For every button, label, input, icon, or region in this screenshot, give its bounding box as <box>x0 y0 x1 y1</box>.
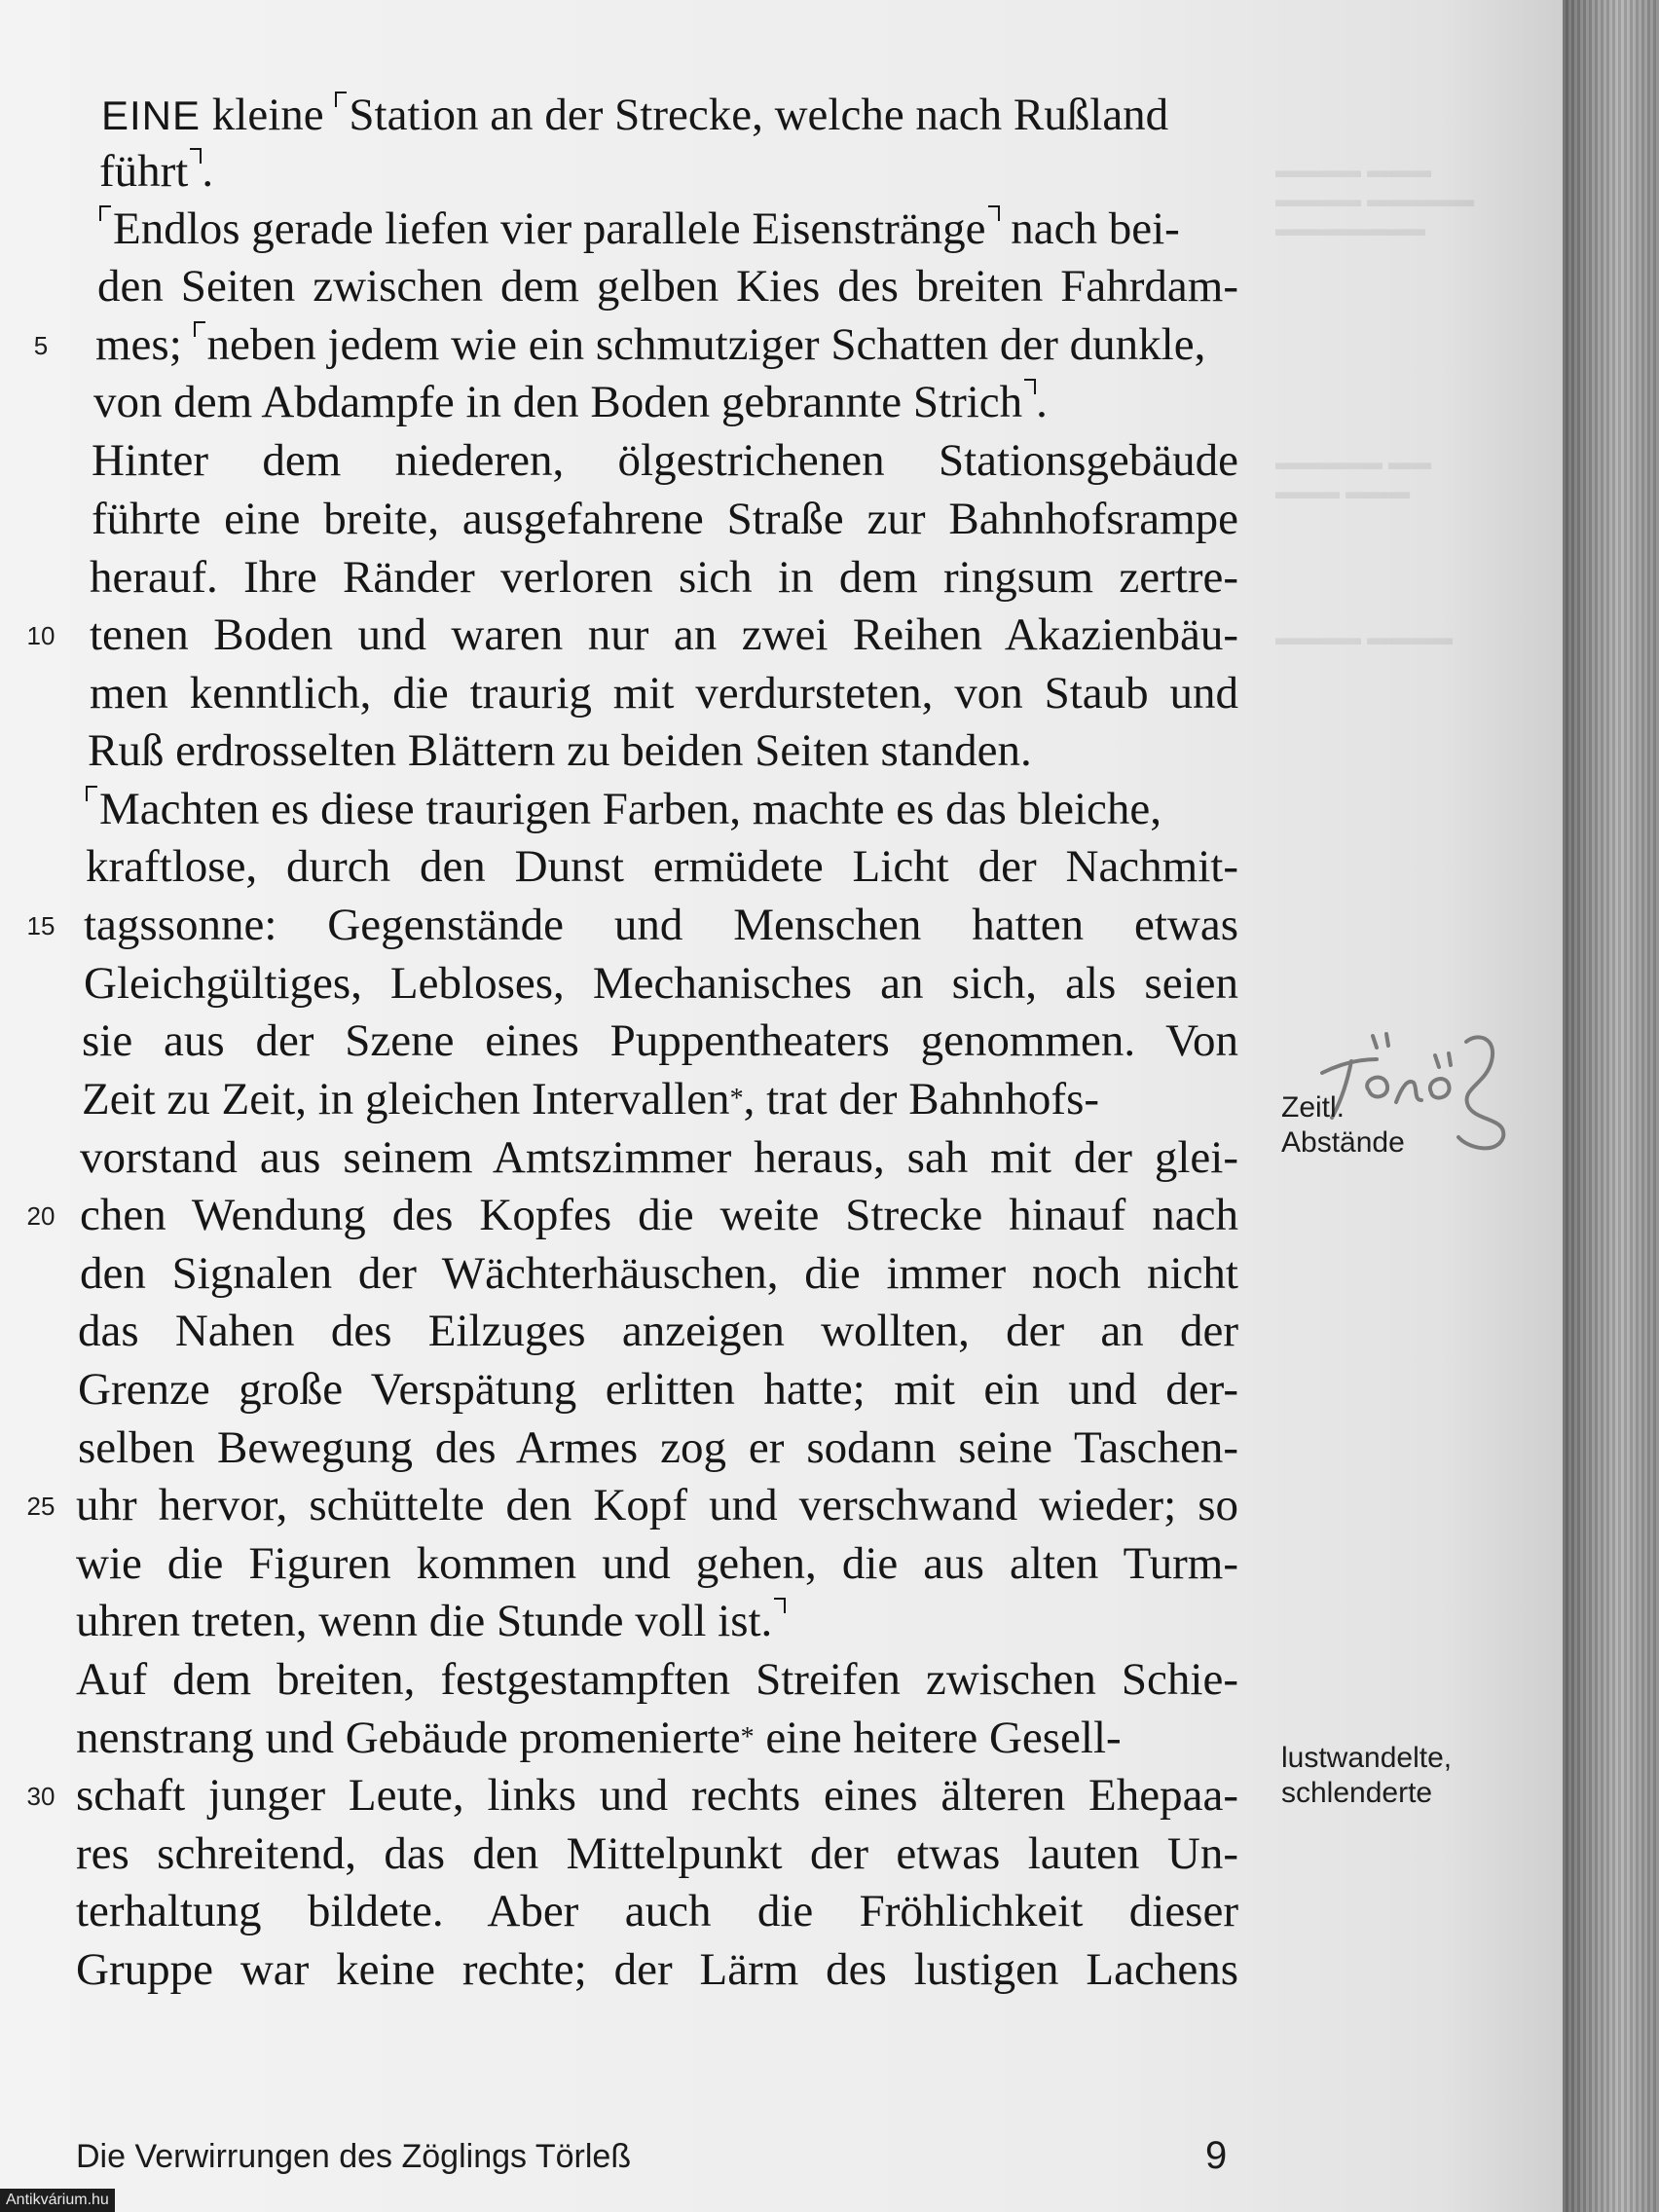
running-footer-title: Die Verwirrungen des Zöglings Törleß <box>76 2138 632 2175</box>
line-12-text: Ruß erdrosselten Blättern zu beiden Seiten standen. <box>88 725 1032 776</box>
text-line-1 <box>0 88 1563 146</box>
line-33-text: Gruppe war keine rechte; der Lärm des lustigen Lachens <box>76 1944 1238 1995</box>
line-18-b: , trat der Bahnhofs- <box>743 1074 1100 1124</box>
line-4-text: den Seiten zwischen dem gelben Kies des breiten Fahrdam- <box>97 261 1238 312</box>
page-edge-stack <box>1563 0 1659 2212</box>
line-number-10: 10 <box>26 621 55 650</box>
text-line-16 <box>0 956 1563 1014</box>
text-line-20 <box>0 1188 1563 1246</box>
gloss-line: Zeitl. <box>1281 1091 1346 1124</box>
text-line-12 <box>0 723 1563 782</box>
line-29-a: nenstrang und Gebäude promenierte <box>76 1713 741 1763</box>
line-18-a: Zeit zu Zeit, in gleichen Intervallen <box>82 1074 730 1124</box>
line-number-25: 25 <box>26 1492 55 1521</box>
text-line-9 <box>0 550 1563 608</box>
line-31-text: res schreitend, das den Mittelpunkt der etwas lauten Un- <box>76 1828 1238 1879</box>
line-22-text: das Nahen des Eilzuges anzeigen wollten, der an der <box>78 1306 1238 1356</box>
line-24-text: selben Bewegung des Armes zog er sodann seine Taschen- <box>78 1422 1238 1473</box>
line-number-15: 15 <box>26 911 55 940</box>
watermark: Antikvárium.hu <box>0 2189 115 2212</box>
annotation-open-marker <box>194 321 205 337</box>
annotation-open-marker <box>99 205 111 221</box>
text-line-26 <box>0 1536 1563 1595</box>
line-17-text: sie aus der Szene eines Puppentheaters genommen. Von <box>82 1015 1238 1066</box>
gloss-line: lustwandelte, <box>1281 1742 1453 1774</box>
text-line-10 <box>0 608 1563 666</box>
text-line-8 <box>0 492 1563 550</box>
text-line-25 <box>0 1478 1563 1536</box>
chapter-opening-word: EINE <box>101 92 202 138</box>
line-27-text: uhren treten, wenn die Stunde voll ist. <box>76 1596 773 1646</box>
line-3-b: nach bei- <box>999 203 1180 254</box>
text-line-15 <box>0 898 1563 956</box>
text-line-22 <box>0 1304 1563 1362</box>
line-32-text: terhaltung bildete. Aber auch die Fröhlichkeit dieser <box>76 1886 1238 1936</box>
annotation-close-marker <box>774 1598 786 1613</box>
text-line-2 <box>0 144 1563 203</box>
text-line-13 <box>0 782 1563 840</box>
line-16-text: Gleichgültiges, Lebloses, Mechanisches an sich, als seien <box>84 958 1238 1009</box>
line-2-text: führt <box>99 146 189 197</box>
line-14-text: kraftlose, durch den Dunst ermüdete Licht der Nachmit- <box>86 841 1238 892</box>
line-5-a: mes; <box>95 319 194 370</box>
text-line-5 <box>0 317 1563 376</box>
page-number: 9 <box>1205 2134 1228 2177</box>
line-2-end: . <box>202 146 214 197</box>
annotation-open-marker <box>86 786 97 801</box>
text-line-32 <box>0 1884 1563 1942</box>
line-9-text: herauf. Ihre Ränder verloren sich in dem ringsum zertre- <box>90 552 1238 603</box>
line-5-b: neben jedem wie ein schmutziger Schatten der dunkle, <box>206 319 1206 370</box>
text-line-21 <box>0 1246 1563 1305</box>
line-10-text: tenen Boden und waren nur an zwei Reihen Akazienbäu- <box>90 609 1238 660</box>
line-29-b: eine heitere Gesell- <box>754 1713 1122 1763</box>
line-8-text: führte eine breite, ausgefahrene Straße zur Bahnhofsrampe <box>92 494 1238 544</box>
line-number-5: 5 <box>33 331 49 360</box>
line-26-text: wie die Figuren kommen und gehen, die aus alten Turm- <box>76 1538 1238 1589</box>
margin-gloss-zeitl <box>1281 1090 1405 1161</box>
line-15-text: tagssonne: Gegenstände und Menschen hatten etwas <box>84 900 1238 950</box>
line-25-text: uhr hervor, schüttelte den Kopf und verschwand wieder; so <box>76 1480 1238 1530</box>
line-1-rest: Station an der Strecke, welche nach Rußland <box>349 90 1169 140</box>
annotation-close-marker <box>1024 379 1036 394</box>
margin-gloss-promenierte <box>1281 1741 1452 1811</box>
text-line-6 <box>0 375 1563 433</box>
annotation-close-marker <box>190 148 202 164</box>
line-6-a: von dem Abdampfe in den Boden gebrannte Strich <box>93 377 1023 427</box>
line-7-text: Hinter dem niederen, ölgestrichenen Stationsgebäude <box>92 435 1238 486</box>
gloss-line: schlenderte <box>1281 1777 1433 1809</box>
line-11-text: men kenntlich, die traurig mit verdursteten, von Staub und <box>90 668 1238 719</box>
text-line-3 <box>0 202 1563 260</box>
text-line-27 <box>0 1594 1563 1652</box>
show-through-text: ▬▬▬▬ ▬▬▬ ▬▬▬▬ ▬▬▬▬▬ ▬▬▬▬▬▬▬ ▬▬▬▬▬ ▬▬ ▬▬▬ ▬▬▬ ▬▬▬▬ ▬▬▬▬ <box>1275 158 1475 649</box>
line-20-text: chen Wendung des Kopfes die weite Strecke hinauf nach <box>80 1190 1238 1240</box>
line-21-text: den Signalen der Wächterhäuschen, die immer noch nicht <box>80 1248 1238 1299</box>
text-line-14 <box>0 839 1563 898</box>
annotation-open-marker <box>335 92 347 107</box>
text-line-7 <box>0 433 1563 492</box>
text-line-4 <box>0 259 1563 317</box>
line-number-20: 20 <box>26 1201 55 1231</box>
line-3-a: Endlos gerade liefen vier parallele Eisenstränge <box>113 203 986 254</box>
line-13-text: Machten es diese traurigen Farben, machte es das bleiche, <box>99 784 1162 834</box>
line-30-text: schaft junger Leute, links und rechts eines älteren Ehepaa- <box>76 1770 1238 1821</box>
line-28-text: Auf dem breiten, festgestampften Streifen zwischen Schie- <box>76 1654 1238 1705</box>
annotation-close-marker <box>988 205 1000 221</box>
text-line-11 <box>0 666 1563 724</box>
gloss-asterisk: * <box>729 1084 744 1114</box>
text-line-28 <box>0 1652 1563 1711</box>
line-1-mid: kleine <box>201 90 336 140</box>
gloss-asterisk: * <box>740 1722 755 1752</box>
line-6-b: . <box>1036 377 1048 427</box>
gloss-line: Abstände <box>1281 1126 1405 1159</box>
text-line-24 <box>0 1420 1563 1479</box>
text-line-33 <box>0 1942 1563 2001</box>
line-number-30: 30 <box>26 1782 55 1811</box>
text-line-31 <box>0 1826 1563 1885</box>
text-line-23 <box>0 1362 1563 1420</box>
line-23-text: Grenze große Verspätung erlitten hatte; mit ein und der- <box>78 1364 1238 1415</box>
line-19-text: vorstand aus seinem Amtszimmer heraus, sah mit der glei- <box>80 1132 1238 1183</box>
